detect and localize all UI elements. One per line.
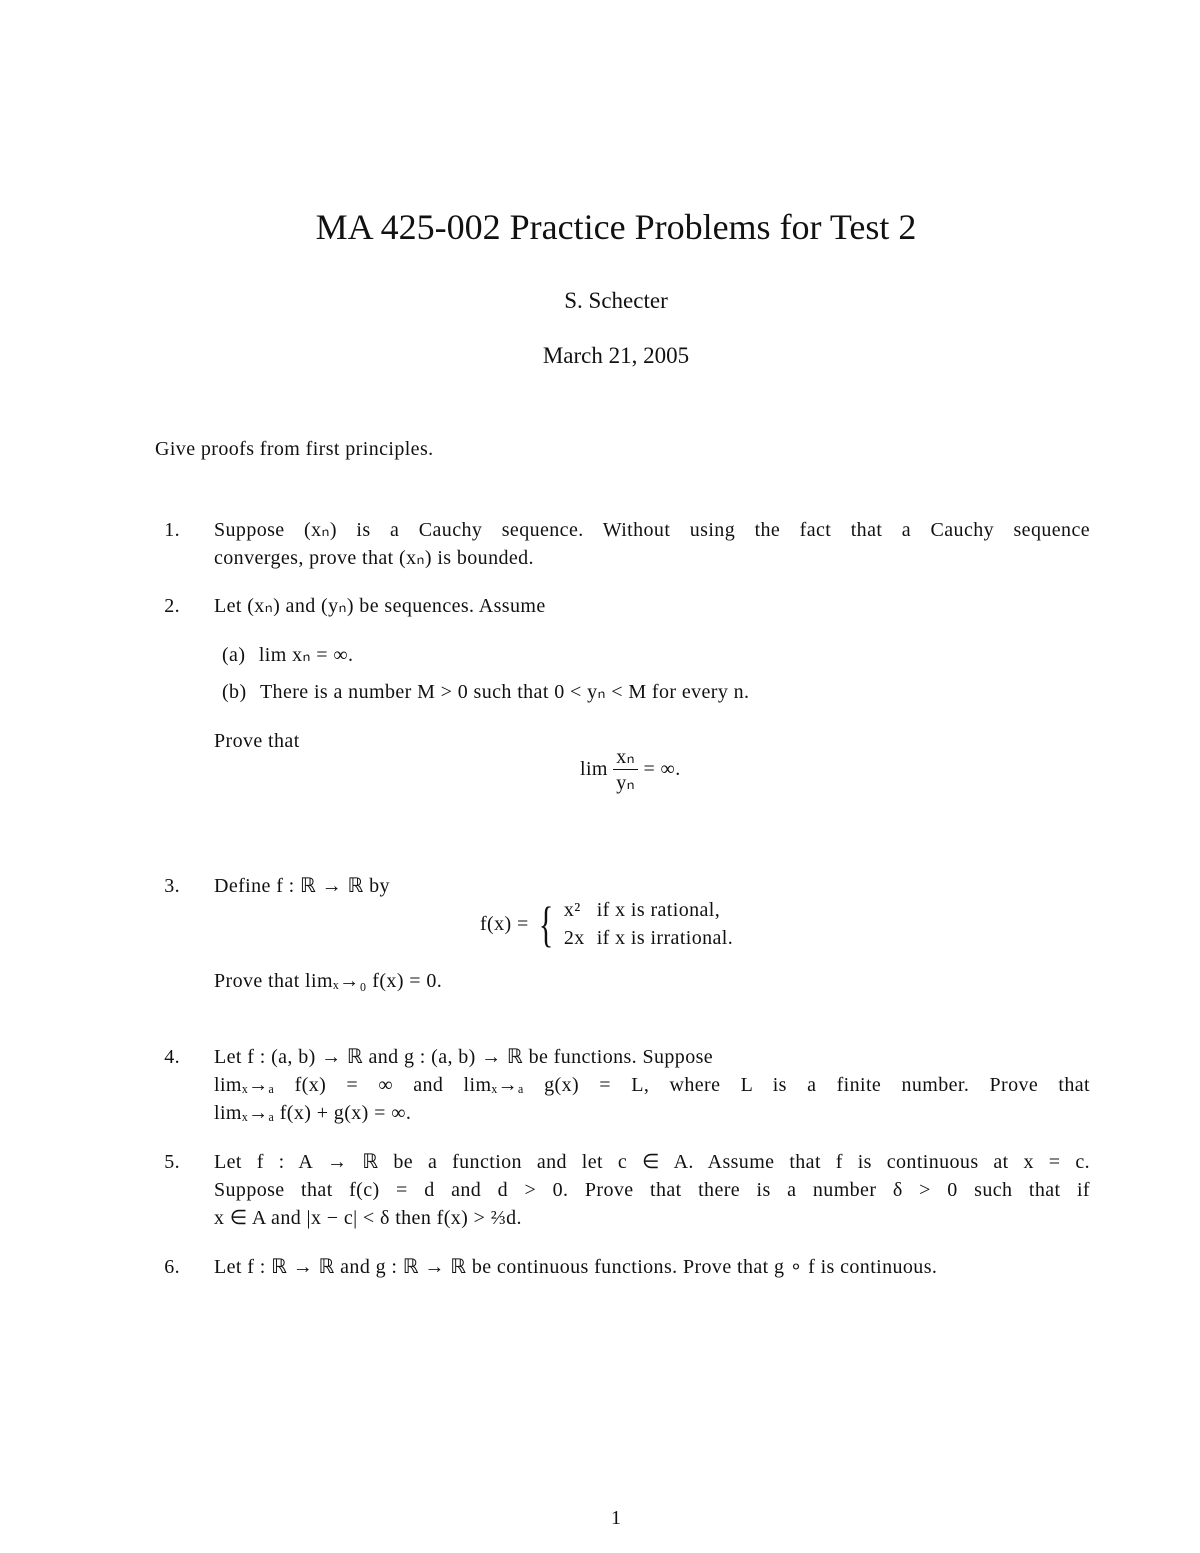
- problem-2-part-b: [222, 678, 749, 706]
- problem-number: 5.: [164, 1151, 180, 1173]
- problem-2-equation: [580, 745, 681, 796]
- page-number: 1: [611, 1507, 621, 1529]
- author: S. Schecter: [564, 288, 668, 313]
- problem-2-part-a: [222, 641, 353, 669]
- problem-line: limₓ→ₐ f(x) + g(x) = ∞.: [214, 1102, 412, 1124]
- case-expr: x²: [563, 899, 581, 921]
- fraction: [613, 745, 638, 796]
- problem-line: Suppose that f(c) = d and d > 0. Prove that there is a number δ > 0 such that if: [214, 1179, 1090, 1201]
- cases-table: [564, 896, 745, 952]
- numerator: xₙ: [613, 745, 638, 770]
- problem-number: 6.: [164, 1256, 180, 1278]
- problem-line: Suppose (xₙ) is a Cauchy sequence. Without using the fact that a Cauchy sequence: [214, 519, 1090, 541]
- problem-intro: Let (xₙ) and (yₙ) be sequences. Assume: [214, 595, 546, 617]
- problem-line: Let f : A → ℝ be a function and let c ∈ A. Assume that f is continuous at x = c.: [214, 1151, 1090, 1173]
- problem-3-prove: Prove that limₓ→₀ f(x) = 0.: [214, 970, 443, 992]
- piecewise-lhs: f(x) =: [480, 913, 529, 935]
- problem-line: limₓ→ₐ f(x) = ∞ and limₓ→ₐ g(x) = L, where L is a finite number. Prove that: [214, 1074, 1090, 1096]
- instructions: Give proofs from first principles.: [155, 438, 434, 460]
- part-label: (b): [222, 681, 247, 703]
- problem-intro: Define f : ℝ → ℝ by: [214, 875, 390, 897]
- piecewise-definition: [480, 896, 745, 952]
- problem-line: Let f : (a, b) → ℝ and g : (a, b) → ℝ be functions. Suppose: [214, 1046, 714, 1068]
- problem-1: [150, 516, 1090, 572]
- problem-4: [150, 1043, 1090, 1127]
- eq-rhs: = ∞.: [643, 758, 681, 781]
- part-label: (a): [222, 644, 246, 666]
- problem-2-prove: Prove that: [214, 730, 300, 752]
- denominator: yₙ: [616, 772, 636, 794]
- problem-line: converges, prove that (xₙ) is bounded.: [214, 547, 534, 569]
- problem-number: 1.: [164, 519, 180, 541]
- case-cond: if x is rational,: [596, 899, 721, 921]
- page-title: MA 425-002 Practice Problems for Test 2: [315, 207, 917, 247]
- part-text: lim xₙ = ∞.: [258, 644, 354, 666]
- left-brace: {: [538, 896, 554, 952]
- part-text: There is a number M > 0 such that 0 < yₙ < M for every n.: [259, 681, 750, 703]
- eq-lim: lim: [580, 758, 608, 781]
- problem-2: [150, 592, 1090, 620]
- problem-number: 4.: [164, 1046, 180, 1068]
- date: March 21, 2005: [542, 343, 690, 368]
- problem-6: [150, 1253, 1090, 1281]
- case-expr: 2x: [563, 927, 585, 949]
- case-cond: if x is irrational.: [596, 927, 734, 949]
- problem-line: x ∈ A and |x − c| < δ then f(x) > ⅔d.: [214, 1207, 522, 1229]
- problem-number: 2.: [164, 595, 180, 617]
- problem-line: Let f : ℝ → ℝ and g : ℝ → ℝ be continuous functions. Prove that g ∘ f is continuous.: [214, 1256, 938, 1278]
- problem-number: 3.: [164, 875, 180, 897]
- problem-5: [150, 1148, 1090, 1232]
